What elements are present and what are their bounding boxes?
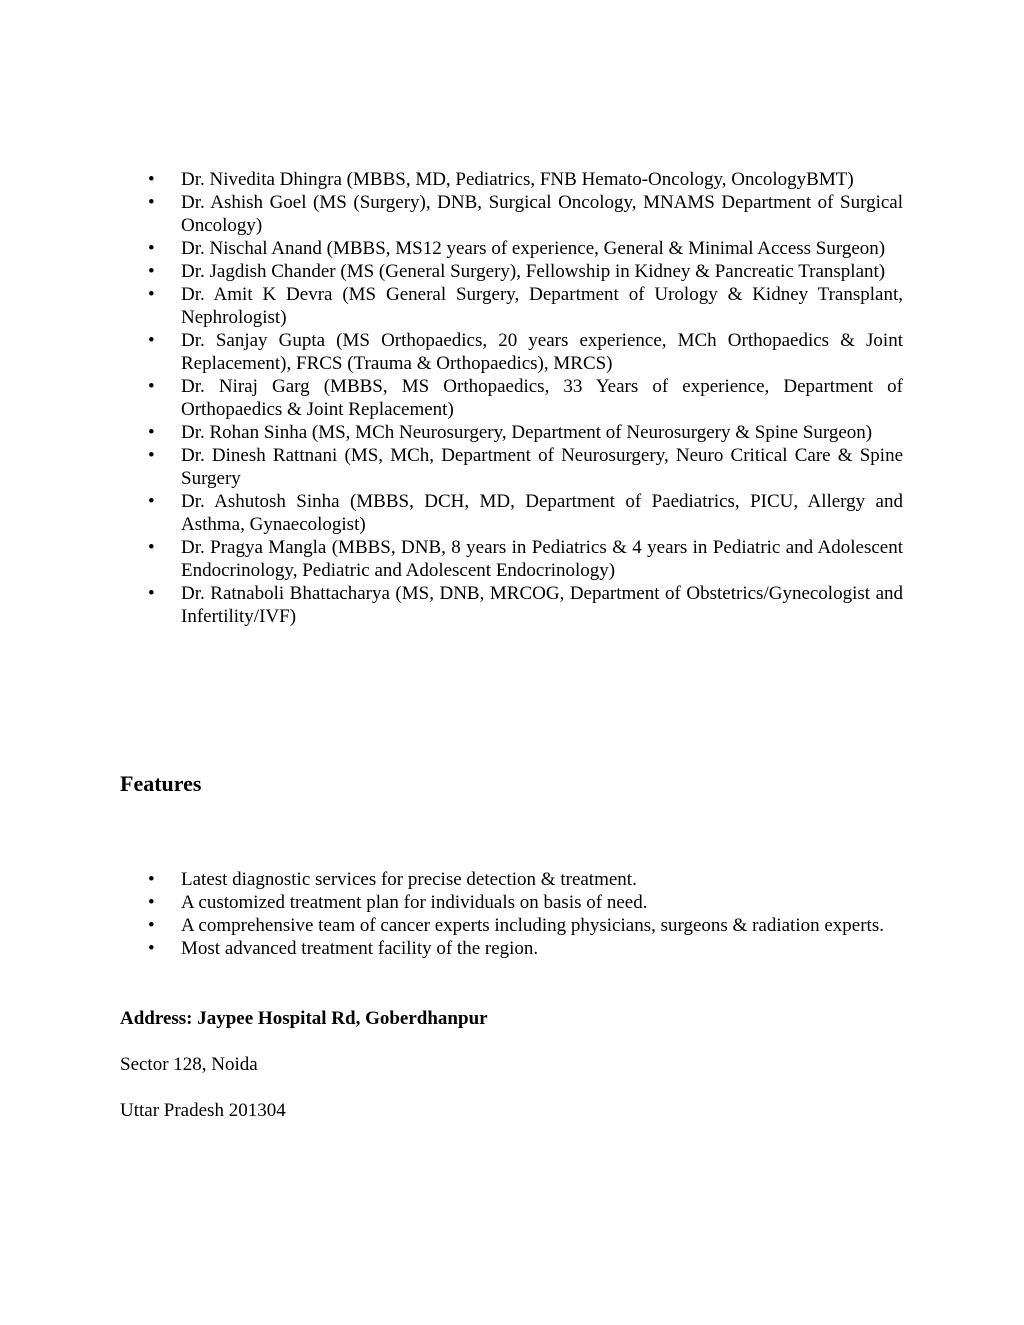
features-heading: Features xyxy=(120,771,202,796)
list-item: • Dr. Niraj Garg (MBBS, MS Orthopaedics, 33 Years of experience, Department of Orthopaedics & Joint Replacement) xyxy=(120,375,903,421)
list-item: • A customized treatment plan for individuals on basis of need. xyxy=(120,891,903,914)
list-item: • Dr. Nivedita Dhingra (MBBS, MD, Pediatrics, FNB Hemato-Oncology, OncologyBMT) xyxy=(120,168,903,191)
doctor-list xyxy=(120,168,903,628)
list-item: • Dr. Pragya Mangla (MBBS, DNB, 8 years in Pediatrics & 4 years in Pediatric and Adolescent Endocrinology, Pediatric and Adolescent Endocrinology) xyxy=(120,536,903,582)
features-list xyxy=(120,868,903,960)
list-item: • Dr. Nischal Anand (MBBS, MS12 years of experience, General & Minimal Access Surgeon) xyxy=(120,237,903,260)
list-item: • Dr. Rohan Sinha (MS, MCh Neurosurgery, Department of Neurosurgery & Spine Surgeon) xyxy=(120,421,903,444)
list-item: • Dr. Amit K Devra (MS General Surgery, Department of Urology & Kidney Transplant, Nephrologist) xyxy=(120,283,903,329)
address-sector: Sector 128, Noida xyxy=(120,1054,258,1075)
list-item: • Most advanced treatment facility of the region. xyxy=(120,937,903,960)
address-state: Uttar Pradesh 201304 xyxy=(120,1100,286,1121)
address-line: Address: Jaypee Hospital Rd, Goberdhanpur xyxy=(120,1008,488,1029)
list-item: • A comprehensive team of cancer experts including physicians, surgeons & radiation experts. xyxy=(120,914,903,937)
list-item: • Dr. Jagdish Chander (MS (General Surgery), Fellowship in Kidney & Pancreatic Transplant) xyxy=(120,260,903,283)
list-item: • Dr. Ashutosh Sinha (MBBS, DCH, MD, Department of Paediatrics, PICU, Allergy and Asthma, Gynaecologist) xyxy=(120,490,903,536)
list-item: • Dr. Dinesh Rattnani (MS, MCh, Department of Neurosurgery, Neuro Critical Care & Spine Surgery xyxy=(120,444,903,490)
list-item: • Latest diagnostic services for precise detection & treatment. xyxy=(120,868,903,891)
list-item: • Dr. Sanjay Gupta (MS Orthopaedics, 20 years experience, MCh Orthopaedics & Joint Replacement), FRCS (Trauma & Orthopaedics), MRCS) xyxy=(120,329,903,375)
list-item: • Dr. Ratnaboli Bhattacharya (MS, DNB, MRCOG, Department of Obstetrics/Gynecologist and Infertility/IVF) xyxy=(120,582,903,628)
list-item: • Dr. Ashish Goel (MS (Surgery), DNB, Surgical Oncology, MNAMS Department of Surgical Oncology) xyxy=(120,191,903,237)
